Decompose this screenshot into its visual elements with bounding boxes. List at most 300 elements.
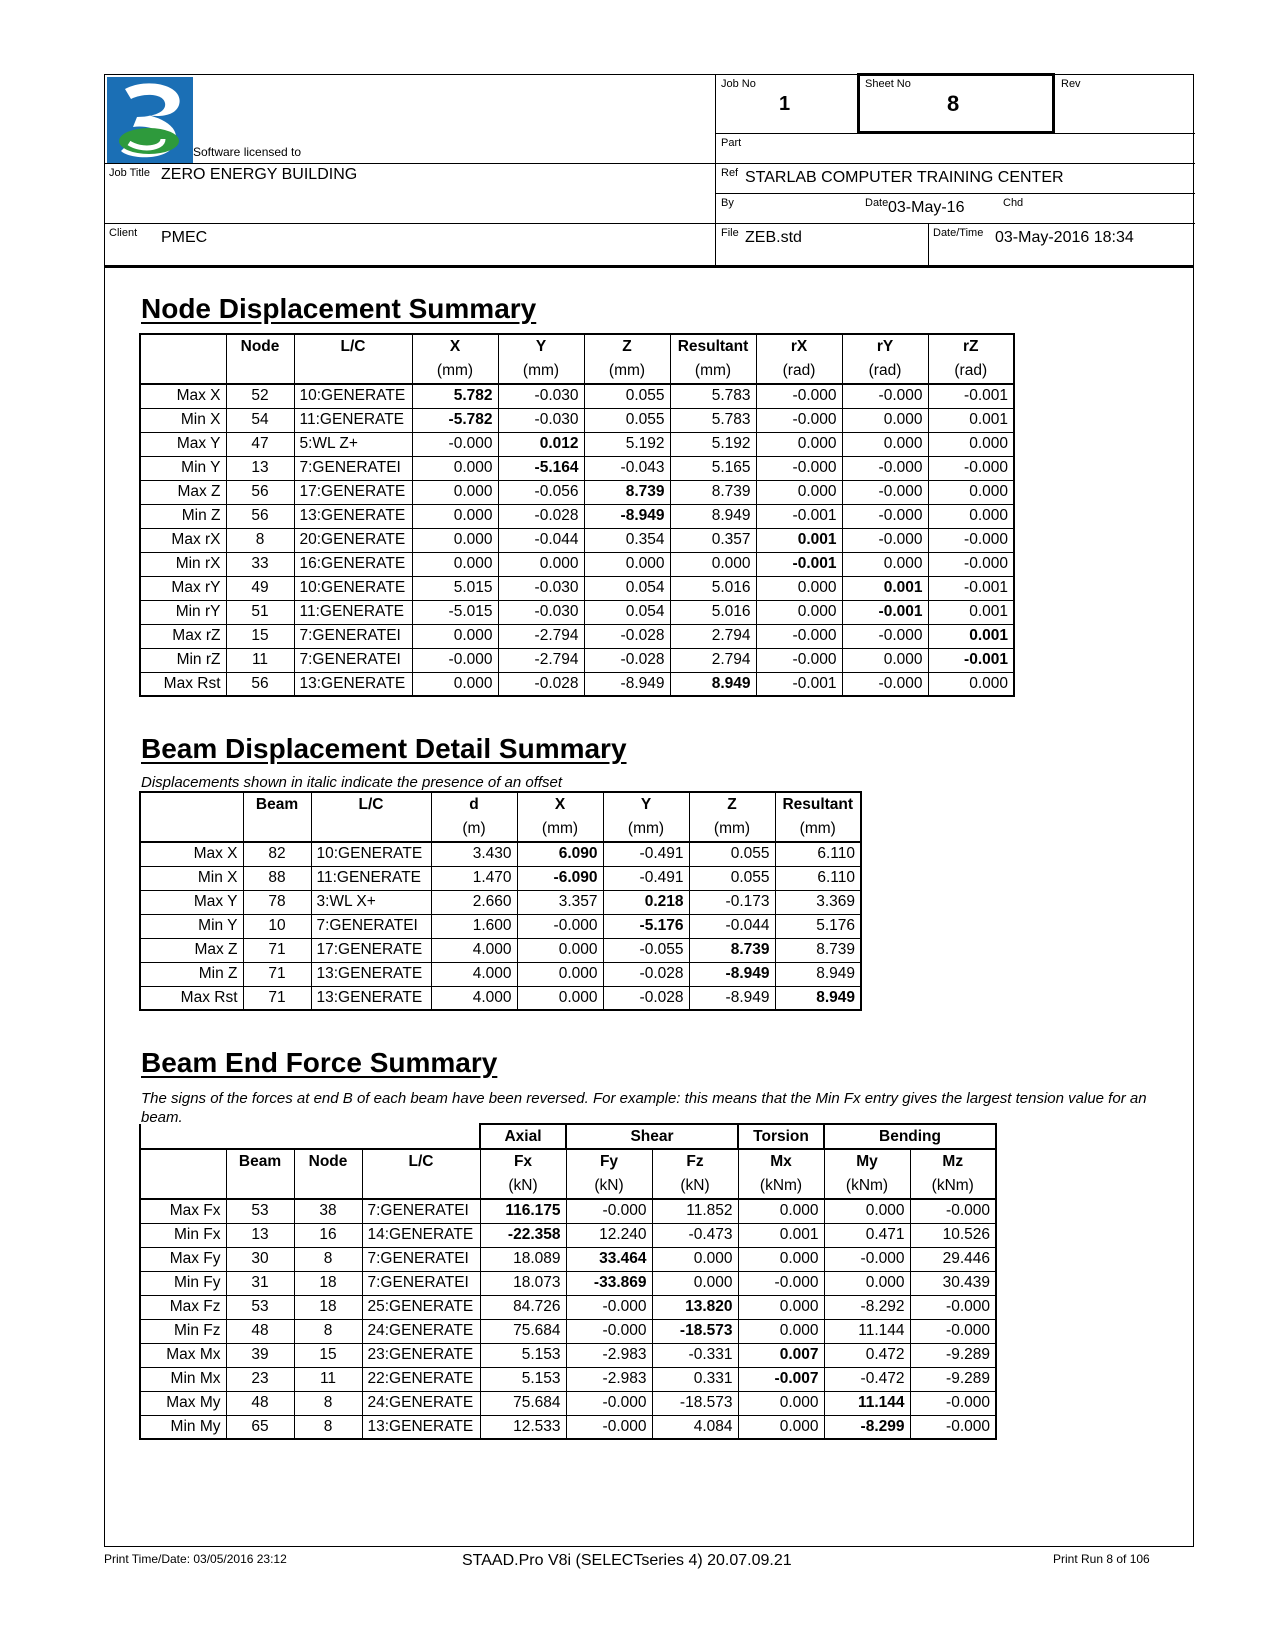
table-cell: 0.000 [824,1271,910,1295]
table-cell: -9.289 [910,1367,996,1391]
table-cell: 53 [226,1199,294,1223]
table-cell: 5.153 [480,1367,566,1391]
column-unit [294,1174,362,1199]
column-header: Resultant [670,334,756,359]
table-cell: 0.000 [738,1415,824,1439]
table-cell: 5.153 [480,1343,566,1367]
table-cell: 0.054 [584,600,670,624]
table-row [140,890,861,914]
table-cell: 71 [243,962,311,986]
licensed-label: Software licensed to [193,145,302,159]
table-cell: -0.331 [652,1343,738,1367]
table-cell: 0.000 [842,432,928,456]
table-cell: -0.000 [566,1415,652,1439]
table-cell: -0.000 [910,1199,996,1223]
column-header: Fy [566,1149,652,1174]
column-header: L/C [311,792,431,817]
table-cell: 54 [226,408,294,432]
table-row [140,1367,996,1391]
table-cell: 56 [226,480,294,504]
table-cell: -0.000 [910,1319,996,1343]
table-cell: 0.000 [517,962,603,986]
table-cell: -0.000 [910,1391,996,1415]
table-cell: -8.292 [824,1295,910,1319]
table-cell: 5.015 [412,576,498,600]
column-header: Mz [910,1149,996,1174]
table-cell: 11 [226,648,294,672]
column-unit: (rad) [928,359,1014,384]
table-cell: -33.869 [566,1271,652,1295]
table-cell: 56 [226,504,294,528]
table-unit-row [140,359,1014,384]
rev-label: Rev [1061,78,1081,90]
table-cell: 52 [226,384,294,408]
table-cell: -0.000 [412,432,498,456]
table-cell: 11.144 [824,1391,910,1415]
table-cell: -22.358 [480,1223,566,1247]
table-cell: 13:GENERATE [294,504,412,528]
column-unit: (mm) [689,817,775,842]
table-cell: 0.001 [756,528,842,552]
table-cell: 2.794 [670,648,756,672]
table-cell: 24:GENERATE [362,1391,480,1415]
node-displacement-title: Node Displacement Summary [141,293,537,324]
table-cell: 0.000 [928,504,1014,528]
table-cell: 13.820 [652,1295,738,1319]
row-label: Min rZ [140,648,226,672]
column-unit [294,359,412,384]
column-header: L/C [362,1149,480,1174]
table-cell: -8.949 [689,962,775,986]
column-unit: (kNm) [824,1174,910,1199]
table-cell: 0.001 [738,1223,824,1247]
beam-displacement-note: Displacements shown in italic indicate the presence of an offset [141,774,563,791]
column-header: My [824,1149,910,1174]
table-cell: -0.000 [566,1319,652,1343]
table-cell: 0.000 [842,648,928,672]
job-no-label: Job No [721,78,756,90]
column-unit [226,1174,294,1199]
beam-displacement-title: Beam Displacement Detail Summary [141,733,627,764]
group-header-shear: Shear [566,1124,738,1149]
table-cell: -0.000 [842,456,928,480]
column-header: Node [294,1149,362,1174]
bentley-logo-icon [107,77,193,163]
table-cell: 48 [226,1391,294,1415]
table-cell: 0.000 [738,1199,824,1223]
table-cell: 29.446 [910,1247,996,1271]
table-cell: 2.794 [670,624,756,648]
table-cell: 0.471 [824,1223,910,1247]
table-cell: 7:GENERATEI [294,456,412,480]
table-cell: 0.000 [738,1319,824,1343]
table-cell: 31 [226,1271,294,1295]
table-cell: 5.176 [775,914,861,938]
table-cell: 0.001 [928,408,1014,432]
column-unit [226,359,294,384]
table-cell: 0.218 [603,890,689,914]
table-cell: 23 [226,1367,294,1391]
table-cell: 3.369 [775,890,861,914]
table-cell: -0.056 [498,480,584,504]
table-cell: -2.794 [498,648,584,672]
row-label: Max Mx [140,1343,226,1367]
print-run: Print Run 8 of 106 [1053,1552,1150,1566]
table-cell: 17:GENERATE [294,480,412,504]
column-header: Beam [243,792,311,817]
sheet-no-value: 8 [947,91,960,116]
row-label: Min Fx [140,1223,226,1247]
column-unit [140,817,243,842]
table-cell: -0.473 [652,1223,738,1247]
column-unit: (kN) [480,1174,566,1199]
table-row [140,552,1014,576]
table-cell: 8.739 [584,480,670,504]
row-label: Min rY [140,600,226,624]
table-row [140,1391,996,1415]
table-cell: 5.192 [670,432,756,456]
table-cell: 0.354 [584,528,670,552]
table-cell: 0.000 [412,528,498,552]
table-cell: -0.028 [603,986,689,1010]
table-cell: -0.028 [584,648,670,672]
column-header: Fx [480,1149,566,1174]
table-cell: -0.030 [498,600,584,624]
column-header: rY [842,334,928,359]
table-cell: 47 [226,432,294,456]
column-header: Y [603,792,689,817]
table-cell: 18 [294,1271,362,1295]
table-row [140,576,1014,600]
column-header: Z [689,792,775,817]
row-label: Max Z [140,480,226,504]
row-label: Min My [140,1415,226,1439]
table-row [140,384,1014,408]
table-cell: 0.000 [652,1247,738,1271]
table-cell: 13:GENERATE [311,986,431,1010]
column-header: Mx [738,1149,824,1174]
table-cell: 0.357 [670,528,756,552]
column-header: Beam [226,1149,294,1174]
table-row [140,1343,996,1367]
table-cell: 15 [226,624,294,648]
table-cell: -5.176 [603,914,689,938]
table-cell: -0.028 [498,504,584,528]
column-header: rZ [928,334,1014,359]
column-header: Fz [652,1149,738,1174]
table-cell: 0.000 [412,624,498,648]
table-cell: 0.472 [824,1343,910,1367]
row-label: Max Y [140,890,243,914]
table-cell: -9.289 [910,1343,996,1367]
by-label: By [721,197,734,209]
column-header [140,334,226,359]
table-row [140,648,1014,672]
table-cell: 15 [294,1343,362,1367]
file-value: ZEB.std [745,229,802,246]
column-unit [140,1174,226,1199]
table-cell: 51 [226,600,294,624]
table-cell: 0.001 [928,624,1014,648]
beam-end-force-note: The signs of the forces at end B of each beam have been reversed. For example: this means that the Min Fx entry gives the largest tension value for an beam. [141,1090,1147,1126]
table-cell: -0.030 [498,384,584,408]
table-cell: 78 [243,890,311,914]
table-cell: -0.028 [498,672,584,696]
table-cell: -0.028 [584,624,670,648]
table-cell: -0.000 [824,1247,910,1271]
table-cell: 2.660 [431,890,517,914]
table-cell: -0.000 [756,384,842,408]
table-row [140,624,1014,648]
table-cell: 5.016 [670,576,756,600]
table-cell: 14:GENERATE [362,1223,480,1247]
table-cell: 18 [294,1295,362,1319]
date-label: Date [865,197,889,209]
table-row [140,1223,996,1247]
table-cell: 10 [243,914,311,938]
table-row [140,1319,996,1343]
row-label: Max rZ [140,624,226,648]
table-cell: 0.000 [517,938,603,962]
file-label: File [721,227,739,239]
table-cell: 6.090 [517,842,603,866]
column-header: Z [584,334,670,359]
table-cell: -2.794 [498,624,584,648]
table-cell: 0.000 [652,1271,738,1295]
column-header: Node [226,334,294,359]
table-cell: 8.949 [775,962,861,986]
row-label: Min rX [140,552,226,576]
table-cell: 0.000 [412,504,498,528]
table-cell: 0.000 [928,672,1014,696]
table-cell: 1.470 [431,866,517,890]
table-cell: 84.726 [480,1295,566,1319]
table-row [140,480,1014,504]
table-cell: -8.949 [584,504,670,528]
table-cell: 16:GENERATE [294,552,412,576]
table-cell: 8.739 [670,480,756,504]
group-header-axial: Axial [480,1124,566,1149]
table-cell: -0.043 [584,456,670,480]
table-cell: -0.028 [603,962,689,986]
table-cell: 13:GENERATE [294,672,412,696]
table-cell: -0.001 [928,384,1014,408]
table-cell: 53 [226,1295,294,1319]
table-cell: 8 [294,1415,362,1439]
column-unit: (kNm) [738,1174,824,1199]
table-cell: 11 [294,1367,362,1391]
table-row [140,600,1014,624]
table-cell: -5.782 [412,408,498,432]
column-unit: (kN) [566,1174,652,1199]
row-label: Max X [140,384,226,408]
table-header-row [140,1149,996,1174]
table-cell: -5.164 [498,456,584,480]
table-cell: -0.055 [603,938,689,962]
table-cell: 0.000 [670,552,756,576]
table-cell: 3:WL X+ [311,890,431,914]
table-cell: -0.491 [603,842,689,866]
table-cell: -8.949 [584,672,670,696]
group-header-bending: Bending [824,1124,996,1149]
column-unit [140,359,226,384]
table-cell: 56 [226,672,294,696]
table-cell: 5.016 [670,600,756,624]
table-cell: -0.000 [756,408,842,432]
table-cell: 0.055 [689,842,775,866]
table-cell: 71 [243,986,311,1010]
table-cell: 5.782 [412,384,498,408]
table-cell: -0.000 [756,624,842,648]
table-cell: 8 [226,528,294,552]
ref-value: STARLAB COMPUTER TRAINING CENTER [745,169,1064,186]
table-cell: 3.430 [431,842,517,866]
column-unit: (rad) [842,359,928,384]
beam-displacement-table [139,791,862,1011]
table-cell: 0.000 [756,432,842,456]
column-unit [362,1174,480,1199]
table-cell: 33.464 [566,1247,652,1271]
column-unit: (mm) [603,817,689,842]
table-row [140,914,861,938]
table-cell: -2.983 [566,1343,652,1367]
table-cell: 12.533 [480,1415,566,1439]
column-unit: (mm) [498,359,584,384]
table-unit-row [140,1174,996,1199]
row-label: Min X [140,866,243,890]
table-cell: 0.000 [412,552,498,576]
table-cell: -0.000 [928,456,1014,480]
table-cell: 23:GENERATE [362,1343,480,1367]
table-cell: 20:GENERATE [294,528,412,552]
table-row [140,962,861,986]
table-cell: 7:GENERATEI [311,914,431,938]
table-cell: 13:GENERATE [362,1415,480,1439]
table-cell: 38 [294,1199,362,1223]
column-header: d [431,792,517,817]
job-title-value: ZERO ENERGY BUILDING [161,166,358,183]
table-row [140,408,1014,432]
table-cell: 0.000 [517,986,603,1010]
table-cell: 0.000 [584,552,670,576]
datetime-label: Date/Time [933,227,984,239]
table-cell: 8.739 [775,938,861,962]
table-cell: -18.573 [652,1391,738,1415]
table-cell: 0.000 [738,1391,824,1415]
table-cell: 11:GENERATE [311,866,431,890]
table-cell: 0.000 [928,432,1014,456]
row-label: Max Z [140,938,243,962]
column-unit: (mm) [517,817,603,842]
table-row [140,1199,996,1223]
table-cell: 0.000 [498,552,584,576]
table-cell: 0.000 [412,480,498,504]
table-cell: -0.007 [738,1367,824,1391]
table-cell: 0.001 [842,576,928,600]
client-label: Client [109,227,138,239]
job-title-label: Job Title [109,167,150,179]
table-cell: 10.526 [910,1223,996,1247]
table-cell: 75.684 [480,1391,566,1415]
table-cell: -0.001 [756,672,842,696]
table-cell: -0.000 [842,480,928,504]
table-cell: 8.739 [689,938,775,962]
column-header: X [412,334,498,359]
chd-label: Chd [1003,197,1024,209]
table-cell: 6.110 [775,866,861,890]
date-value: 03-May-16 [888,199,965,216]
table-cell: 0.000 [738,1295,824,1319]
table-row [140,842,861,866]
table-cell: -0.000 [928,528,1014,552]
row-label: Max Rst [140,986,243,1010]
table-cell: -0.000 [517,914,603,938]
table-cell: -0.000 [412,648,498,672]
table-cell: 11.144 [824,1319,910,1343]
table-row [140,504,1014,528]
table-cell: 0.000 [756,600,842,624]
table-row [140,1295,996,1319]
table-cell: 116.175 [480,1199,566,1223]
table-cell: -0.044 [689,914,775,938]
column-unit: (m) [431,817,517,842]
table-cell: -0.001 [756,552,842,576]
table-cell: 0.055 [584,408,670,432]
row-label: Max Fz [140,1295,226,1319]
table-cell: 0.331 [652,1367,738,1391]
table-cell: -0.000 [910,1415,996,1439]
table-cell: 11.852 [652,1199,738,1223]
table-cell: 8 [294,1391,362,1415]
table-cell: 18.073 [480,1271,566,1295]
row-label: Max Fy [140,1247,226,1271]
table-cell: 3.357 [517,890,603,914]
column-header: rX [756,334,842,359]
table-cell: -0.000 [566,1199,652,1223]
table-row [140,866,861,890]
table-cell: 8.949 [670,504,756,528]
column-header: X [517,792,603,817]
table-cell: 71 [243,938,311,962]
table-cell: -0.000 [842,624,928,648]
column-unit [311,817,431,842]
row-label: Max rX [140,528,226,552]
column-header: Y [498,334,584,359]
table-cell: 0.007 [738,1343,824,1367]
table-cell: -0.000 [910,1295,996,1319]
group-header-row [140,1124,996,1149]
column-header: L/C [294,334,412,359]
table-cell: 0.000 [928,480,1014,504]
table-cell: 0.055 [584,384,670,408]
table-cell: -5.015 [412,600,498,624]
row-label: Min Fy [140,1271,226,1295]
table-cell: 0.055 [689,866,775,890]
datetime-value: 03-May-2016 18:34 [995,229,1134,246]
table-cell: 16 [294,1223,362,1247]
column-unit: (mm) [584,359,670,384]
table-cell: 7:GENERATEI [294,648,412,672]
table-cell: 4.000 [431,986,517,1010]
table-cell: 4.084 [652,1415,738,1439]
table-cell: 1.600 [431,914,517,938]
table-row [140,456,1014,480]
table-cell: 8 [294,1319,362,1343]
table-cell: 82 [243,842,311,866]
column-header [140,1149,226,1174]
table-cell: -0.000 [928,552,1014,576]
table-cell: -0.030 [498,408,584,432]
